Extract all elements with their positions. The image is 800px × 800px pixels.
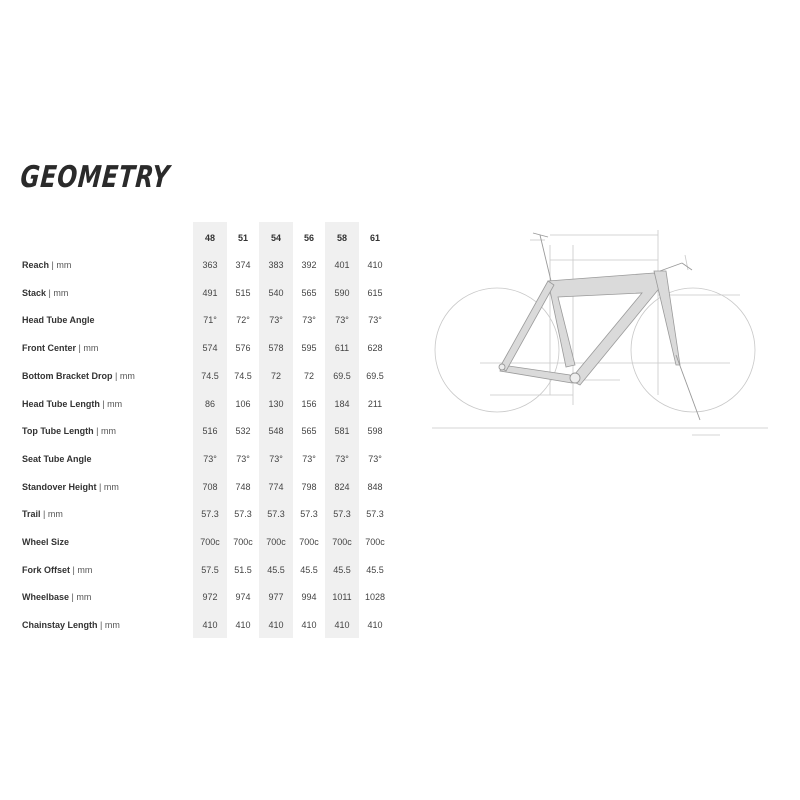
- geometry-row: [0, 445, 400, 473]
- row-label-text: Wheelbase: [22, 592, 70, 603]
- table-cell: 700c: [233, 537, 253, 547]
- row-label-text: Wheel Size: [22, 537, 70, 547]
- table-cell: 516: [202, 426, 218, 437]
- row-label-text: Head Tube Length: [22, 398, 100, 409]
- table-cell: 410: [235, 620, 251, 631]
- table-cell: 69.5: [333, 370, 351, 381]
- geometry-row: [0, 500, 400, 528]
- table-cell: 540: [268, 287, 284, 298]
- table-cell: 392: [301, 260, 317, 270]
- size-header: 61: [369, 233, 380, 243]
- table-cell: 45.5: [366, 564, 384, 575]
- table-cell: 130: [268, 398, 284, 409]
- table-cell: 74.5: [201, 370, 219, 381]
- row-label: [22, 611, 120, 639]
- table-cell: 57.3: [366, 509, 384, 520]
- table-cell: 57.5: [201, 564, 219, 575]
- size-header: 51: [237, 233, 248, 243]
- geometry-row: [0, 390, 400, 418]
- table-cell: 972: [202, 592, 218, 603]
- table-cell: 45.5: [300, 564, 318, 575]
- table-cell: 73°: [368, 453, 382, 464]
- row-label-text: Bottom Bracket Drop: [22, 370, 113, 381]
- table-cell: 565: [301, 287, 317, 298]
- table-cell: 700c: [299, 537, 319, 547]
- row-label: [22, 445, 92, 473]
- table-cell: 57.3: [300, 509, 318, 520]
- table-cell: 410: [268, 620, 284, 631]
- row-label: [22, 500, 63, 528]
- front-wheel: [631, 288, 755, 412]
- row-unit: | mm: [97, 620, 120, 631]
- table-cell: 548: [268, 426, 284, 437]
- table-cell: 590: [334, 287, 350, 298]
- row-label: [22, 528, 69, 556]
- table-cell: 73°: [302, 453, 316, 464]
- row-label: [22, 556, 92, 584]
- table-cell: 401: [334, 260, 350, 270]
- table-cell: 211: [367, 398, 383, 409]
- geometry-row: [0, 334, 400, 362]
- table-cell: 977: [268, 592, 284, 603]
- geometry-row: [0, 417, 400, 445]
- table-cell: 156: [301, 398, 317, 409]
- row-label: [22, 279, 68, 307]
- table-cell: 73°: [302, 315, 316, 326]
- size-header: 48: [204, 233, 215, 243]
- row-label: [22, 390, 122, 418]
- size-header: 58: [336, 233, 347, 243]
- geometry-row: [0, 528, 400, 556]
- geometry-row: [0, 583, 400, 611]
- table-cell: 73°: [368, 315, 382, 326]
- table-cell: 598: [367, 426, 383, 437]
- table-cell: 748: [235, 481, 251, 492]
- row-label-text: Top Tube Length: [22, 426, 94, 437]
- row-unit: | mm: [76, 343, 99, 354]
- table-cell: 491: [202, 287, 218, 298]
- table-cell: 86: [204, 398, 215, 409]
- geometry-row: [0, 556, 400, 584]
- row-label-text: Reach: [22, 260, 50, 270]
- row-unit: | mm: [93, 426, 116, 437]
- table-cell: 410: [202, 620, 218, 631]
- row-label-text: Head Tube Angle: [22, 315, 95, 326]
- table-cell: 611: [334, 343, 350, 354]
- geometry-row: [0, 473, 400, 501]
- table-cell: 708: [202, 481, 218, 492]
- table-cell: 57.3: [234, 509, 252, 520]
- table-cell: 848: [367, 481, 383, 492]
- table-cell: 73°: [269, 453, 283, 464]
- seatpost: [540, 235, 551, 281]
- size-header: 54: [270, 233, 281, 243]
- geometry-row: [0, 306, 400, 334]
- table-cell: 974: [235, 592, 251, 603]
- table-cell: 700c: [200, 537, 220, 547]
- size-header: 56: [303, 233, 314, 243]
- table-cell: 57.3: [267, 509, 285, 520]
- table-cell: 410: [301, 620, 317, 631]
- table-cell: 798: [301, 481, 317, 492]
- geometry-row: [0, 251, 400, 279]
- row-label: [22, 583, 91, 611]
- bike-frame: [500, 271, 680, 385]
- geometry-row: [0, 362, 400, 390]
- table-cell: 578: [268, 343, 284, 354]
- row-label: [22, 473, 119, 501]
- table-cell: 700c: [266, 537, 286, 547]
- row-label-text: Seat Tube Angle: [22, 453, 92, 464]
- row-unit: | mm: [46, 287, 69, 298]
- table-cell: 574: [202, 343, 218, 354]
- row-label-text: Fork Offset: [22, 564, 71, 575]
- table-cell: 774: [268, 481, 284, 492]
- table-cell: 410: [367, 260, 383, 270]
- table-cell: 72: [270, 370, 281, 381]
- size-header-row: [0, 224, 400, 252]
- row-label-text: Chainstay Length: [22, 620, 98, 631]
- table-cell: 72°: [236, 315, 250, 326]
- geometry-row: [0, 279, 400, 307]
- row-unit: | mm: [70, 564, 93, 575]
- table-cell: 106: [235, 398, 251, 409]
- row-label: [22, 417, 116, 445]
- bike-geometry-diagram: [430, 215, 770, 445]
- table-cell: 72: [303, 370, 314, 381]
- table-cell: 73°: [335, 315, 349, 326]
- table-cell: 51.5: [234, 564, 252, 575]
- table-cell: 73°: [335, 453, 349, 464]
- row-unit: | mm: [96, 481, 119, 492]
- bottom-bracket: [570, 373, 580, 383]
- table-cell: 57.3: [201, 509, 219, 520]
- stem: [660, 263, 682, 271]
- row-unit: | mm: [69, 592, 92, 603]
- table-cell: 700c: [365, 537, 385, 547]
- table-cell: 57.3: [333, 509, 351, 520]
- row-label: [22, 251, 71, 279]
- table-cell: 74.5: [234, 370, 252, 381]
- table-cell: 45.5: [267, 564, 285, 575]
- row-label: [22, 306, 95, 334]
- row-label-text: Stack: [22, 287, 47, 298]
- table-cell: 71°: [203, 315, 217, 326]
- row-unit: | mm: [112, 370, 135, 381]
- table-cell: 1011: [332, 592, 352, 603]
- row-label: [22, 334, 98, 362]
- table-cell: 824: [334, 481, 350, 492]
- table-cell: 363: [202, 260, 218, 270]
- row-label-text: Trail: [22, 509, 41, 520]
- table-cell: 184: [334, 398, 350, 409]
- table-cell: 581: [334, 426, 350, 437]
- table-cell: 383: [268, 260, 284, 270]
- table-cell: 73°: [203, 453, 217, 464]
- table-cell: 1028: [364, 592, 386, 603]
- table-cell: 515: [235, 287, 251, 298]
- table-cell: 994: [301, 592, 317, 603]
- page-title: GEOMETRY: [19, 160, 172, 195]
- table-cell: 615: [367, 287, 383, 298]
- table-cell: 595: [301, 343, 317, 354]
- row-unit: | mm: [40, 509, 63, 520]
- table-cell: 532: [235, 426, 251, 437]
- row-label-text: Front Center: [22, 343, 76, 354]
- table-cell: 628: [367, 343, 383, 354]
- table-cell: 700c: [332, 537, 352, 547]
- table-cell: 73°: [236, 453, 250, 464]
- row-unit: | mm: [49, 260, 72, 270]
- table-cell: 410: [334, 620, 350, 631]
- table-cell: 410: [367, 620, 383, 631]
- table-cell: 45.5: [333, 564, 351, 575]
- row-label: [22, 362, 135, 390]
- table-cell: 73°: [269, 315, 283, 326]
- table-cell: 374: [235, 260, 251, 270]
- table-cell: 565: [301, 426, 317, 437]
- table-cell: 69.5: [366, 370, 384, 381]
- table-cell: 576: [235, 343, 251, 354]
- row-label-text: Standover Height: [22, 481, 97, 492]
- geometry-row: [0, 611, 400, 639]
- row-unit: | mm: [99, 398, 123, 409]
